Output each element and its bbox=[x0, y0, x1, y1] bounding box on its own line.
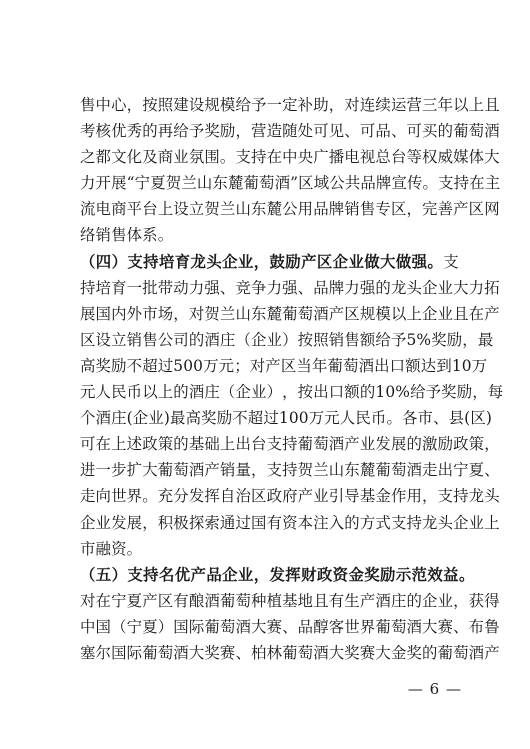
text-line: 展 国 内 外 市 场 ， 对 贺 兰 山 东 麓 葡 萄 酒 产 区 规 模 以 上 企 业 且 在 产 bbox=[80, 304, 500, 323]
text-line: 络销售体系。 bbox=[80, 226, 174, 245]
section-heading-line: （四）支持培育龙头企业，鼓励产区企业做大做强。 支 bbox=[80, 249, 456, 275]
text-line: 之 都 文 化 及 商 业 氛 围 。 支 持 在 中 央 广 播 电 视 总 台 等 权 威 媒 体 大 bbox=[80, 148, 500, 167]
text-line: 售 中 心 ， 按 照 建 设 规 模 给 予 一 定 补 助 ， 对 连 续 运 营 三 年 以 上 且 bbox=[80, 96, 500, 114]
page-number: — 6 — bbox=[407, 680, 462, 698]
text-line: 区 设 立 销 售 公 司 的 酒 庄 （ 企 业 ） 按 照 销 售 额 给 予 5% 奖 励 ， 最 bbox=[80, 330, 494, 349]
text-line: 走 向 世 界 。 充 分 发 挥 自 治 区 政 府 产 业 引 导 基 金 作 用 ， 支 持 龙 头 bbox=[80, 487, 500, 506]
text-line: 个 酒 庄 ( 企 业 ) 最 高 奖 励 不 超 过 100 万 元 人 民 币 。 各 市 、 县 ( 区 ) bbox=[80, 409, 493, 428]
section-heading-four: （四）支持培育龙头企业，鼓励产区企业做大做强。 bbox=[80, 252, 444, 271]
text-line: 企 业 发 展 ， 积 极 探 索 通 过 国 有 资 本 注 入 的 方 式 支 持 龙 头 企 业 上 bbox=[80, 513, 500, 532]
text-line: 进 一 步 扩 大 葡 萄 酒 产 销 量 ， 支 持 贺 兰 山 东 麓 葡 萄 酒 走 出 宁 夏 、 bbox=[80, 461, 500, 480]
text-line: 元 人 民 币 以 上 的 酒 庄 （ 企 业 ） ， 按 出 口 额 的 10% 给 予 奖 励 ， 每 bbox=[80, 383, 504, 402]
text-line: 塞 尔 国 际 葡 萄 酒 大 奖 赛 、 柏 林 葡 萄 酒 大 奖 赛 大 金 奖 的 葡 萄 酒 产 bbox=[80, 643, 500, 662]
text-line: 中 国 （ 宁 夏 ） 国 际 葡 萄 酒 大 赛 、 品 醇 客 世 界 葡 萄 酒 大 赛 、 布 鲁 bbox=[80, 617, 500, 636]
text-line: 力 开 展 “ 宁 夏 贺 兰 山 东 麓 葡 萄 酒 ” 区 域 公 共 品 牌 宣 传 。 支 持 在 主 bbox=[80, 174, 501, 193]
text-line: 可 在 上 述 政 策 的 基 础 上 出 台 支 持 葡 萄 酒 产 业 发 展 的 激 励 政 策 ， bbox=[80, 435, 500, 454]
text-line: 高 奖 励 不 超 过 500 万 元 ； 对 产 区 当 年 葡 萄 酒 出 口 额 达 到 10 万 bbox=[80, 356, 488, 375]
text-line: 持 培 育 一 批 带 动 力 强 、 竞 争 力 强 、 品 牌 力 强 的 龙 头 企 业 大 力 拓 bbox=[80, 278, 500, 297]
text-line: 对 在 宁 夏 产 区 有 酿 酒 葡 萄 种 植 基 地 且 有 生 产 酒 庄 的 企 业 ， 获 得 bbox=[80, 591, 500, 610]
text-line: 考 核 优 秀 的 再 给 予 奖 励 ， 营 造 随 处 可 见 、 可 品 、 可 买 的 葡 萄 酒 bbox=[80, 122, 500, 141]
body-text bbox=[80, 92, 504, 666]
section-heading-five: （五）支持名优产品企业，发挥财政资金奖励示范效益。 bbox=[80, 565, 475, 584]
text-line: 市融资。 bbox=[80, 539, 143, 558]
text-line: 流 电 商 平 台 上 设 立 贺 兰 山 东 麓 公 用 品 牌 销 售 专 区 ， 完 善 产 区 网 bbox=[80, 200, 500, 219]
section-heading-line bbox=[80, 562, 475, 588]
